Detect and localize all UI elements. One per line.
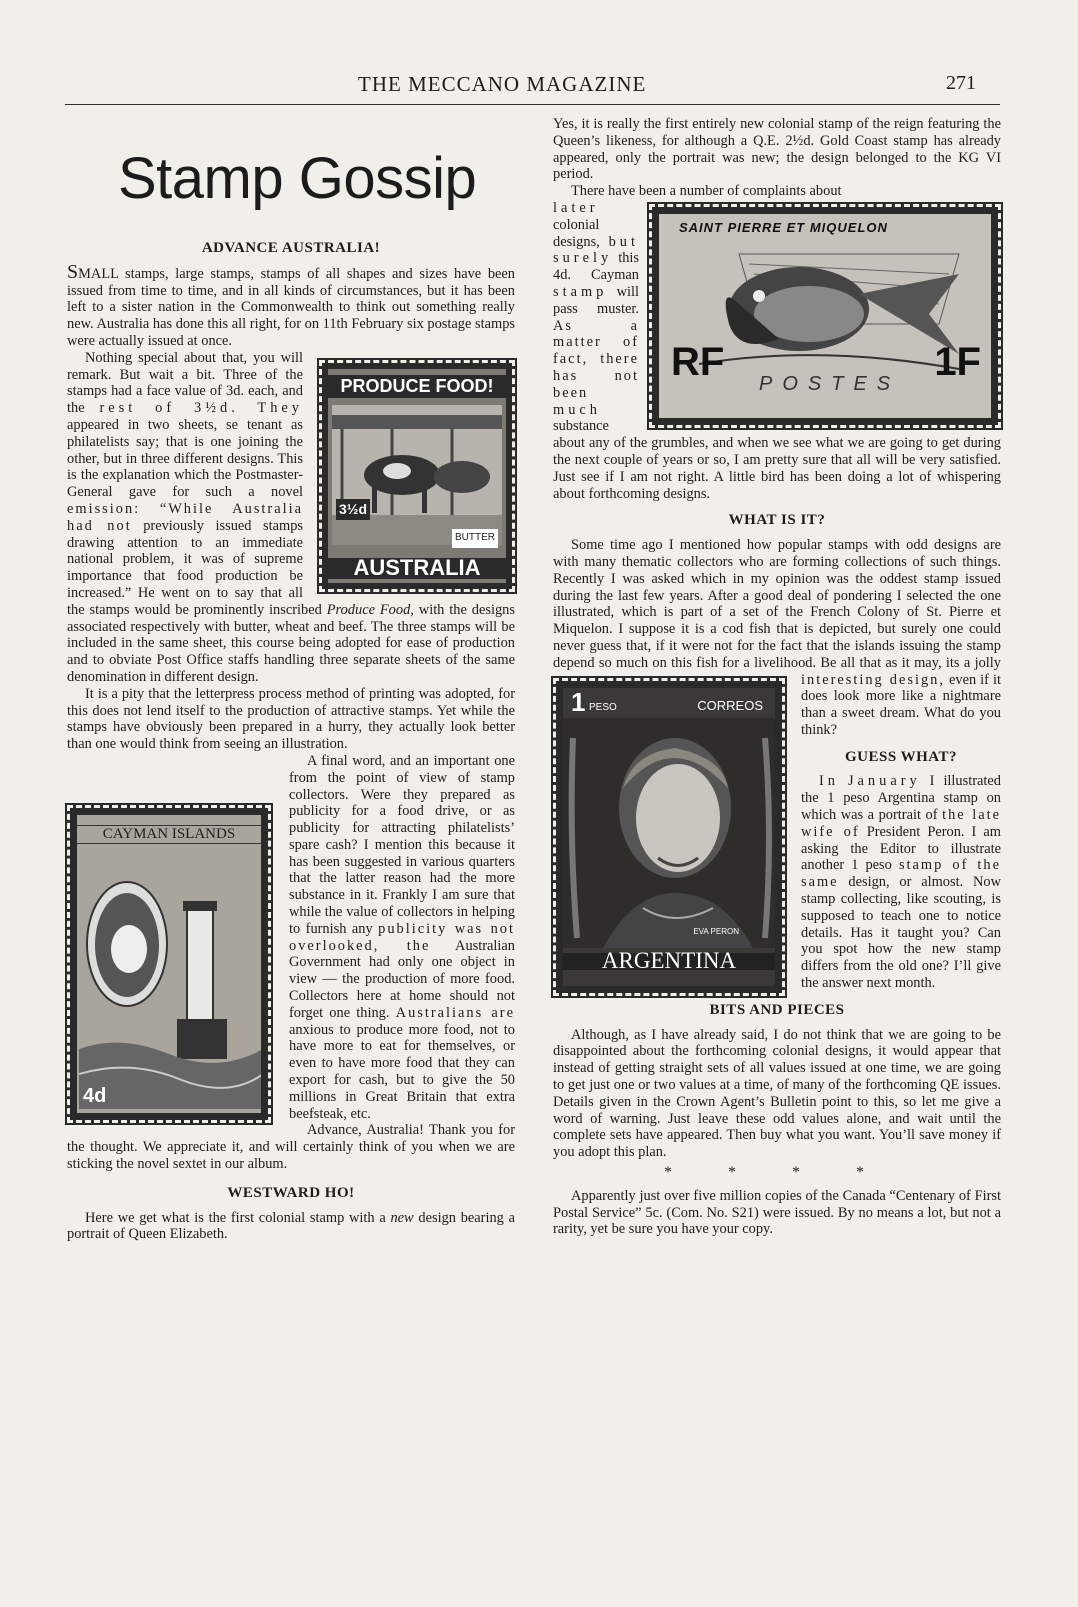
initial-letter: S [67, 260, 79, 283]
left-column [67, 230, 515, 1243]
stamp-value: 1F [934, 339, 981, 384]
stamp-top-label: CAYMAN ISLANDS [77, 825, 261, 844]
paragraph: SMALL stamps, large stamps, stamps of all shapes and sizes have been issued from time to time, and in all kinds of circumstances, but it has been left to a sister nation in the Commonwealth to think out something really new. Australia has done this all right, for on 11th February six postage stamps were actually issued at once. [67, 260, 515, 349]
stamp-value: 1 [571, 687, 586, 717]
eva-peron-portrait [563, 718, 775, 948]
paragraph: Yes, it is really the first entirely new colonial stamp of the reign featuring the Queen’s likeness, for although a Q.E. 2½d. Gold Coast stamp has already appeared, only the portrait was new; the design belonged to the KG VI period. [553, 116, 1001, 183]
paragraph: There have been a number of complaints about [571, 183, 842, 200]
section-separator: * * * * [664, 1164, 890, 1182]
header-rule [65, 104, 1000, 105]
heading-westward-ho: WESTWARD HO! [227, 1184, 355, 1201]
stamp-rf-label: RF [671, 339, 725, 384]
stamp-peso-label: PESO [589, 701, 617, 713]
paragraph: Advance, Australia! Thank you for the thought. We appreciate it, and will certainly think of you when we are sticking the novel sextet in our album. [67, 1122, 515, 1173]
stamp-value: 3½d [336, 499, 370, 520]
heading-guess-what: GUESS WHAT? [844, 748, 958, 765]
stamp-value: 4d [83, 1085, 107, 1108]
stamp-top-label: SAINT PIERRE ET MIQUELON [679, 219, 888, 235]
paragraph: Here we get what is the first colonial stamp with a new design bearing a portrait of Queen Elizabeth. [67, 1209, 515, 1243]
paragraph: Some time ago I mentioned how popular stamps with odd designs are with many thematic collectors who are forming collections of such things. Recently I was asked which in my opinion was the oddest stamp issued during the last few years. After a good deal of pondering I selected the one illustrated, which is part of a set of the French Colony of St. Pierre et Miquelon. I suppose it is a cod fish that is depicted, but surely one could never guess that, if it were not for the fact that the islands issuing the stamp depend so much on this fish for a livelihood. Be all that as it may, its a jolly 1 PESO CORREOS EVA PERON ARGENTINA interesting design, even if it does look more like a nightmare than a sweet dream. What do you think? [553, 537, 1001, 739]
stamp-name-label: EVA PERON [693, 926, 739, 936]
paragraph: Although, as I have already said, I do not think that we are going to be disappointed about the forthcoming colonial designs, it would appear that instead of getting straight sets of all values issued at one time, we are going to get just one or two values at a time, of many of the forthcoming QE issues. Details given in the Crown Agent’s Bulletin point to this, so let me give a word of warning. Just leave these odd values alone, and wait until the complete sets have appeared. Then buy what you want. You’ll save money if you adopt this plan. [553, 1026, 1001, 1161]
paragraph: Nothing special about that, you will remark. But wait a bit. Three of the stamps had a face value of 3d. each, and the rest of 3½d. They appeared in two sheets, se tenant as philatelists say; that is one joining the other, but in three different designs. This is the explanation which the Postmaster-General gave for such a novel emission: “While Australia had not previously issued stamps drawing attention to an immediate national problem, it was of supreme importance that food production be increased.” He went on to say that all the stamps would be prominently inscribed Produce Food, with the designs associated respectively with butter, wheat and beef. The three stamps will be included in the same sheet, this course being adopted for ease of production and to obviate Post Office staffs handling three separate sheets of the same denomination in different design. [67, 349, 515, 685]
paragraph: later colonial designs, but surely this 4d. Cayman stamp will pass muster. As a matter of fact, there has not been much substance about any of the grumbles, and when we see what we are going to get during the next couple of years or so, I am pretty sure that all will be very satisfied. Just see if I am not right. A little bird has been doing a lot of whispering about forthcoming designs. [553, 199, 1001, 502]
paragraph: In January I illustrated the 1 peso Argentina stamp on which was a portrait of the late wife of President Peron. I am asking the Editor to illustrate another 1 peso stamp of the same design, or almost. Now stamp collecting, like scouting, is supposed to teach one to notice details. Has it taught you? Can you spot how the new stamp differs from the old one? I’ll give the answer next month. [801, 773, 1002, 992]
page-title: Stamp Gossip [118, 146, 477, 211]
heading-bits-and-pieces: BITS AND PIECES [709, 1001, 845, 1018]
stamp-top-label: PRODUCE FOOD! [328, 375, 506, 398]
magazine-name: THE MECCANO MAGAZINE [358, 72, 647, 96]
stamp-correos-label: CORREOS [697, 697, 763, 713]
cayman-stamp-figure [67, 805, 271, 1123]
paragraph: A final word, and an important one from the point of view of stamp collectors. Were they prepared as publicity for a food drive, or as publicity for attracting philatelists’ spare cash? I mention this because it has been suggested in various quarters that the latter reason had the more substance in it. Frankly I am sure that while the value of collectors in helping to furnish any publicity was not overlooked, the Australian Government had only one object in view — the production of more food. Collectors here at home should not forget one thing. Australians are anxious to produce more food, not to have more to eat for themselves, or even to have more food that they can export for cash, but to give the 50 millions in Great Britain that extra beefsteak, etc. [289, 752, 515, 1122]
paragraph: Apparently just over five million copies of the Canada “Centenary of First Postal Service” 5c. (Com. No. S21) were issued. By no means a lot, but not a rarity, yet be sure you have your copy. [553, 1187, 1001, 1238]
heading-advance-australia: ADVANCE AUSTRALIA! [201, 240, 381, 256]
paragraph: It is a pity that the letterpress process method of printing was adopted, for this does not lend itself to the production of attractive stamps. Yet while the stamps have obviously been prepared in a hurry, they actually look better than one would think from seeing an illustration. [67, 685, 515, 753]
page-number: 271 [946, 72, 976, 94]
queen-lighthouse-illustration [79, 849, 261, 1109]
cattle-illustration [332, 405, 502, 545]
australia-stamp-figure [319, 360, 515, 592]
running-header [0, 72, 1078, 100]
stamp-postes-label: POSTES [759, 372, 901, 395]
spm-stamp-figure [649, 204, 1001, 428]
right-column [553, 116, 1001, 1238]
stamp-bottom-label: ARGENTINA [563, 953, 775, 970]
stamp-butter-label: BUTTER [452, 529, 498, 548]
heading-what-is-it: WHAT IS IT? [728, 512, 826, 529]
argentina-stamp-figure [553, 678, 785, 996]
stamp-bottom-label: AUSTRALIA [328, 558, 506, 579]
